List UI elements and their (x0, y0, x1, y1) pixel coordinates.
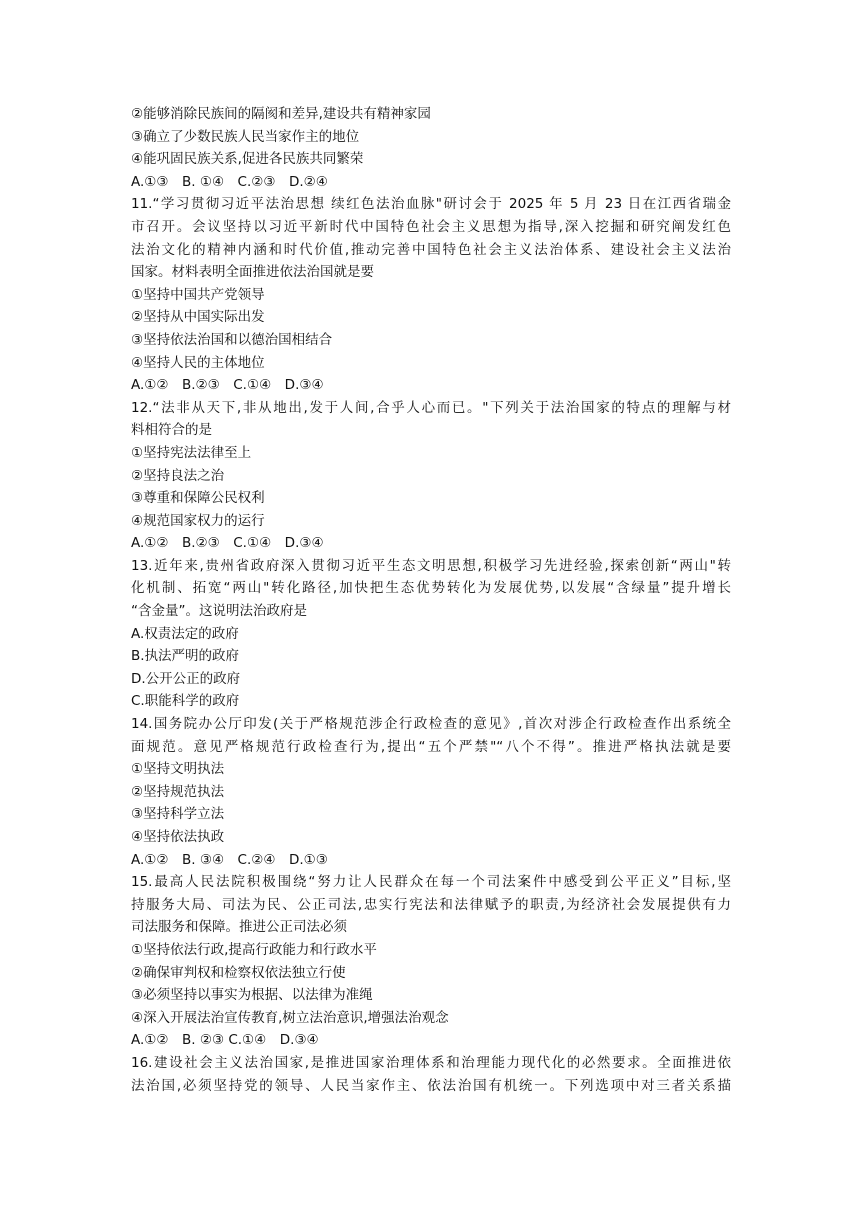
answer-options: A.①③ B. ①④ C.②③ D.②④ (131, 173, 328, 190)
question-12-option: ④规范国家权力的运行 (131, 512, 265, 529)
document-page (131, 103, 731, 1097)
question-13-option: C.职能科学的政府 (131, 693, 240, 710)
question-16-text: 法治国,必须坚持党的领导、人民当家作主、依法治国有机统一。下列选项中对三者关系描 (131, 1077, 731, 1094)
question-13-option: B.执法严明的政府 (131, 648, 240, 665)
question-12-option: ②坚持良法之治 (131, 467, 225, 484)
question-14-option: ②坚持规范执法 (131, 783, 225, 800)
answer-options: A.①② B.②③ C.①④ D.③④ (131, 535, 324, 552)
question-11-option: ③坚持依法治国和以德治国相结合 (131, 331, 333, 348)
question-13-option: A.权责法定的政府 (131, 625, 239, 642)
question-16-text: 16.建设社会主义法治国家,是推进国家治理体系和治理能力现代化的必然要求。全面推进依 (131, 1054, 731, 1071)
question-12-text: 料相符合的是 (131, 422, 212, 439)
text-line: ②能够消除民族间的隔阂和差异,建设共有精神家园 (131, 106, 431, 122)
question-11-text: 国家。材料表明全面推进依法治国就是要 (131, 264, 374, 281)
question-15-text: 司法服务和保障。推进公正司法必须 (131, 919, 347, 936)
question-15-text: 15.最高人民法院积极围绕“努力让人民群众在每一个司法案件中感受到公平正义”目标,坚 (131, 874, 731, 891)
question-13-text: 13.近年来,贵州省政府深入贯彻习近平生态文明思想,积极学习先进经验,探索创新“两山"转 (131, 557, 731, 574)
question-12-text: 12.“法非从天下,非从地出,发于人间,合乎人心而已。"下列关于法治国家的特点的理解与材 (131, 399, 731, 416)
question-11-text: 法治文化的精神内涵和时代价值,推动完善中国特色社会主义法治体系、建设社会主义法治 (131, 241, 731, 258)
question-15-option: ③必须坚持以事实为根据、以法律为准绳 (131, 987, 373, 1004)
answer-options: A.①② B. ②③ C.①④ D.③④ (131, 1032, 319, 1049)
answer-options: A.①② B. ③④ C.②④ D.①③ (131, 851, 328, 868)
question-11-option: ②坚持从中国实际出发 (131, 309, 265, 326)
question-11-option: ①坚持中国共产党领导 (131, 286, 265, 303)
text-line: ③确立了少数民族人民当家作主的地位 (131, 128, 360, 145)
question-11-text: 市召开。会议坚持以习近平新时代中国特色社会主义思想为指导,深入挖掘和研究阐发红色 (131, 218, 731, 235)
question-14-option: ①坚持文明执法 (131, 761, 225, 778)
question-11-text: 11.“学习贯彻习近平法治思想 续红色法治血脉"研讨会于 2025 年 5 月 23 日在江西省瑞金 (131, 196, 731, 213)
question-15-option: ②确保审判权和检察权依法独立行使 (131, 964, 346, 981)
question-15-option: ④深入开展法治宣传教育,树立法治意识,增强法治观念 (131, 1009, 449, 1026)
answer-options: A.①② B.②③ C.①④ D.③④ (131, 377, 324, 394)
question-11-option: ④坚持人民的主体地位 (131, 354, 265, 371)
question-15-text: 持服务大局、司法为民、公正司法,忠实行宪法和法律赋予的职责,为经济社会发展提供有力 (131, 896, 731, 913)
question-14-text: 14.国务院办公厅印发(关于严格规范涉企行政检查的意见》,首次对涉企行政检查作出系统全 (131, 716, 731, 733)
question-13-text: “含金量”。这说明法治政府是 (131, 603, 307, 620)
question-14-text: 面规范。意见严格规范行政检查行为,提出“五个严禁"“八个不得”。推进严格执法就是要 (131, 738, 731, 755)
question-14-option: ④坚持依法执政 (131, 829, 225, 845)
question-12-option: ③尊重和保障公民权利 (131, 490, 265, 507)
question-14-option: ③坚持科学立法 (131, 806, 225, 823)
question-13-option: D.公开公正的政府 (131, 670, 241, 687)
question-12-option: ①坚持宪法法律至上 (131, 444, 252, 461)
question-15-option: ①坚持依法行政,提高行政能力和行政水平 (131, 941, 377, 958)
text-line: ④能巩固民族关系,促进各民族共同繁荣 (131, 151, 364, 168)
question-13-text: 化机制、拓宽“两山"转化路径,加快把生态优势转化为发展优势,以发展“含绿量”提升增长 (131, 580, 731, 597)
